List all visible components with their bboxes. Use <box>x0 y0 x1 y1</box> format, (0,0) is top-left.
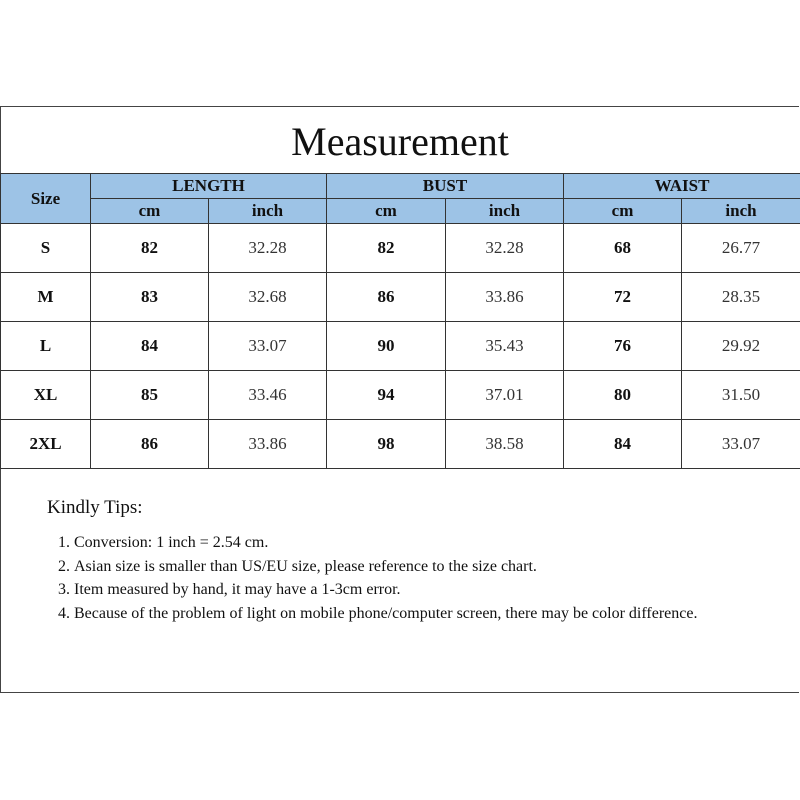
cm-value-cell: 94 <box>327 371 446 420</box>
inch-value-cell: 33.07 <box>209 322 327 371</box>
inch-value-cell: 28.35 <box>682 273 800 322</box>
cm-value-cell: 98 <box>327 420 446 469</box>
cm-value-cell: 80 <box>564 371 682 420</box>
tips-section <box>47 495 714 625</box>
tip-item: 2. Asian size is smaller than US/EU size, please reference to the size chart. <box>74 555 714 579</box>
inch-value-cell: 32.68 <box>209 273 327 322</box>
size-cell: M <box>1 273 91 322</box>
unit-header: inch <box>682 199 800 224</box>
inch-value-cell: 33.86 <box>446 273 564 322</box>
size-cell: XL <box>1 371 91 420</box>
inch-value-cell: 33.86 <box>209 420 327 469</box>
table-row <box>1 322 800 371</box>
tip-item: 4. Because of the problem of light on mobile phone/computer screen, there may be color difference. <box>74 602 714 626</box>
bust-header: BUST <box>327 174 564 199</box>
cm-value-cell: 85 <box>91 371 209 420</box>
inch-value-cell: 33.07 <box>682 420 800 469</box>
inch-value-cell: 38.58 <box>446 420 564 469</box>
cm-value-cell: 82 <box>91 224 209 273</box>
size-cell: S <box>1 224 91 273</box>
inch-value-cell: 32.28 <box>209 224 327 273</box>
cm-value-cell: 76 <box>564 322 682 371</box>
inch-value-cell: 31.50 <box>682 371 800 420</box>
cm-value-cell: 84 <box>91 322 209 371</box>
cm-value-cell: 86 <box>327 273 446 322</box>
size-cell: 2XL <box>1 420 91 469</box>
table-row <box>1 371 800 420</box>
cm-value-cell: 90 <box>327 322 446 371</box>
unit-header: cm <box>564 199 682 224</box>
table-row <box>1 420 800 469</box>
table-row <box>1 273 800 322</box>
inch-value-cell: 35.43 <box>446 322 564 371</box>
inch-value-cell: 37.01 <box>446 371 564 420</box>
table-row <box>1 224 800 273</box>
tips-title: Kindly Tips: <box>47 497 143 518</box>
cm-value-cell: 86 <box>91 420 209 469</box>
page-title: Measurement <box>291 119 509 164</box>
inch-value-cell: 33.46 <box>209 371 327 420</box>
inch-value-cell: 32.28 <box>446 224 564 273</box>
inch-value-cell: 29.92 <box>682 322 800 371</box>
size-header: Size <box>1 174 91 224</box>
cm-value-cell: 68 <box>564 224 682 273</box>
cm-value-cell: 82 <box>327 224 446 273</box>
size-table <box>0 173 800 469</box>
unit-header: inch <box>209 199 327 224</box>
cm-value-cell: 83 <box>91 273 209 322</box>
cm-value-cell: 84 <box>564 420 682 469</box>
unit-header: cm <box>91 199 209 224</box>
tips-list <box>47 531 714 625</box>
unit-header: cm <box>327 199 446 224</box>
unit-header: inch <box>446 199 564 224</box>
length-header: LENGTH <box>91 174 327 199</box>
waist-header: WAIST <box>564 174 800 199</box>
size-cell: L <box>1 322 91 371</box>
cm-value-cell: 72 <box>564 273 682 322</box>
tip-item: 3. Item measured by hand, it may have a 1-3cm error. <box>74 578 714 602</box>
tip-item: 1. Conversion: 1 inch = 2.54 cm. <box>74 531 714 555</box>
inch-value-cell: 26.77 <box>682 224 800 273</box>
